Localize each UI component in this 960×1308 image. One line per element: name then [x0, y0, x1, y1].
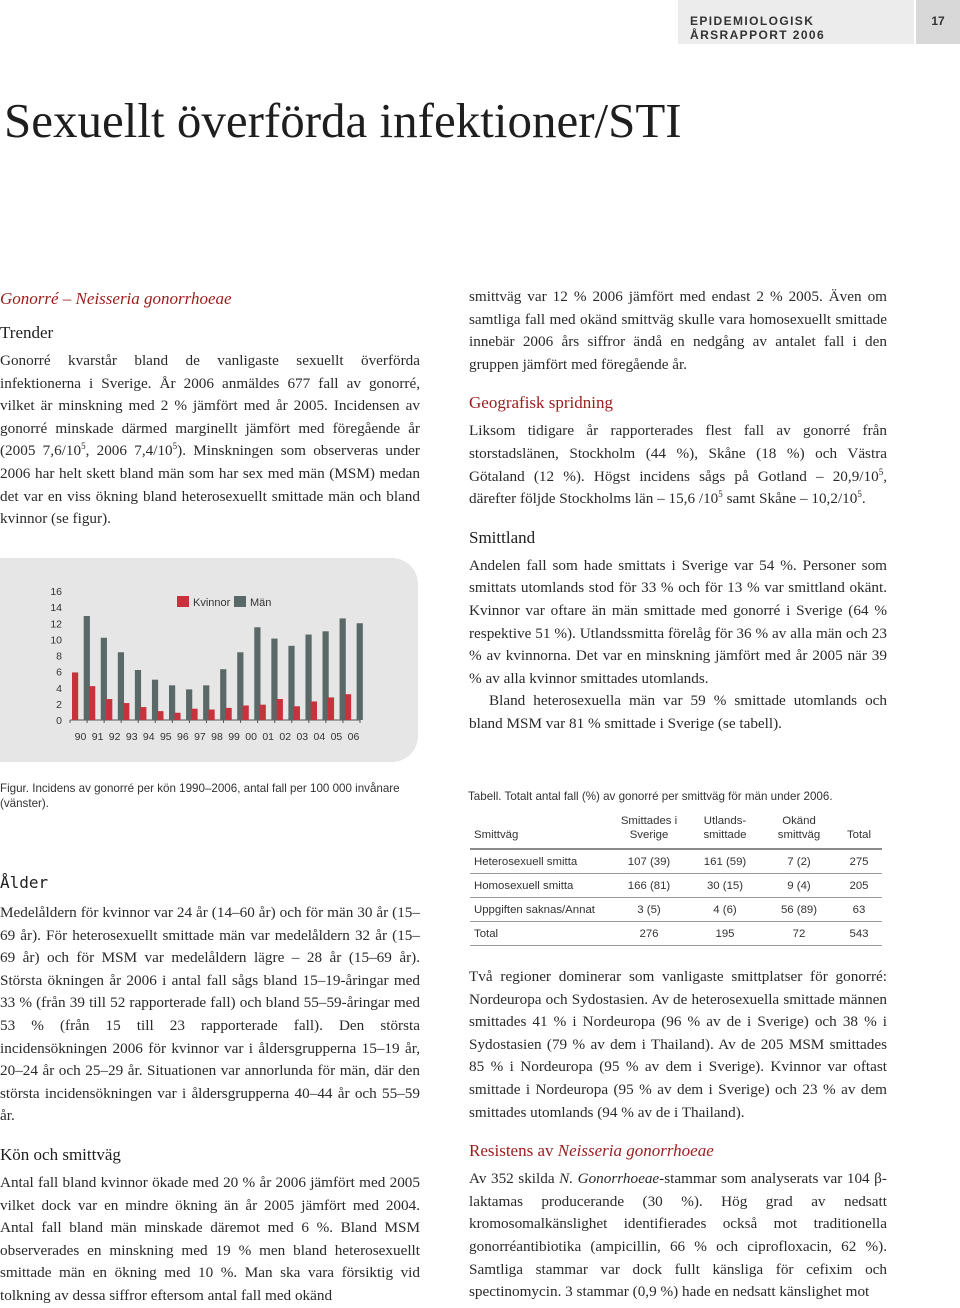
bar-kvinnor — [106, 699, 112, 720]
left-column-bottom — [0, 872, 420, 1308]
smittland-paragraph-1: Andelen fall som hade smittats i Sverige var 54 %. Personer som smittats utomlands stod för 33 % och för 13 % var smittland okänt. Kvinnor var oftare än män smittade med gonorré i Sverige (64 % respektive 51 %). Utlandssmitta förelåg för 36 % av alla män och 23 % av kvinnorna. Det var en minskning jämfört med år 2005 när 39 % av alla kvinnor smittades utomlands. — [469, 556, 887, 687]
x-tick-label: 90 — [74, 731, 87, 743]
bar-kvinnor — [140, 707, 146, 720]
table-row — [470, 874, 882, 898]
left-column-top — [0, 288, 420, 531]
bar-man — [135, 670, 141, 720]
bar-kvinnor — [243, 705, 249, 720]
y-tick-label: 16 — [50, 586, 62, 598]
table-cell: 9 (4) — [762, 874, 836, 898]
bar-kvinnor — [89, 686, 95, 720]
bar-kvinnor — [294, 706, 300, 720]
table-cell: 3 (5) — [610, 898, 688, 922]
bar-man — [101, 638, 107, 720]
table-cell: 63 — [836, 898, 882, 922]
x-tick-label: 01 — [262, 731, 275, 743]
x-tick-label: 94 — [142, 731, 155, 743]
x-tick-label: 92 — [108, 731, 121, 743]
bar-man — [186, 689, 192, 720]
bar-man — [152, 680, 158, 720]
y-tick-label: 14 — [50, 602, 62, 615]
x-tick-label: 91 — [91, 731, 104, 743]
x-tick-label: 99 — [228, 731, 240, 743]
x-tick-label: 98 — [211, 731, 223, 743]
bar-kvinnor — [345, 694, 351, 720]
y-tick-label: 8 — [56, 650, 62, 663]
x-tick-label: 06 — [347, 731, 360, 743]
x-tick-label: 02 — [279, 731, 292, 743]
bar-kvinnor — [260, 705, 266, 720]
bar-kvinnor — [226, 708, 232, 720]
bar-man — [271, 639, 277, 720]
table-cell: 276 — [610, 922, 688, 946]
table-header-row — [470, 812, 882, 849]
right-column-bottom — [469, 966, 887, 1304]
bar-man — [237, 652, 243, 720]
x-tick-label: 97 — [194, 731, 206, 743]
x-tick-label: 03 — [296, 731, 309, 743]
x-tick-label: 96 — [177, 731, 189, 743]
resistens-heading: Resistens av Neisseria gonorrhoeae — [469, 1141, 714, 1161]
legend-label-man: Män — [250, 597, 272, 609]
bar-man — [323, 631, 329, 720]
smittland-heading: Smittland — [469, 527, 536, 547]
legend-label-kvinnor: Kvinnor — [193, 597, 231, 609]
trender-paragraph: Gonorré kvarstår bland de vanligaste sexuellt överförda infektionerna i Sverige. År 2006 anmäldes 677 fall av gonorré, vilket är minskning med 2 % jämfört med år 2005. Incidensen av gonorré minskade därmed marginellt jämfört med föregående år (2005 $7,6/10^5$, 2006 $7,4/10^5$). Minskningen som observeras under 2006 har helt skett bland män som har sex med män (MSM) medan det var en viss ökning bland heterosexuellt smittade män och bland kvinnor (se figur). — [0, 352, 420, 528]
table-row — [470, 849, 882, 874]
table-cell: 275 — [836, 849, 882, 874]
table-cell: Heterosexuell smitta — [470, 849, 610, 874]
y-tick-label: 2 — [56, 698, 62, 711]
report-label: EPIDEMIOLOGISK ÅRSRAPPORT 2006 — [690, 14, 826, 42]
alder-paragraph: Medelåldern för kvinnor var 24 år (14–60 år) och för män 30 år (15–69 år). För heterosexuellt smittade män var medelåldern 32 år (15–69 år) och för MSM var medelåldern lägre – 28 år (15–69 år). Största ökningen år 2006 i antal fall sågs bland 15–19-åringar med 33 % (från 39 till 52 rapporterade fall) och bland 55–59-åringar med 53 % (från 15 till 23 rapporterade fall). Den största incidensökningen 2006 för kvinnor var i åldersgrupperna 15–19 år, 20–24 år och 25–29 år. Situationen var annorlunda för män, där den största incidensökningen var i åldersgrupperna 40–44 år och 55–59 år. — [0, 904, 420, 1125]
regioner-paragraph: Två regioner dominerar som vanligaste smittplatser för gonorré: Nordeuropa och Sydostasien. Av de heterosexuella smittade männen smittades 41 % i Nordeuropa (96 % av de i Sverige) och 38 % i Sydostasien (79 % av dem i Thailand). Av de 205 MSM smittades 85 % i Nordeuropa (95 % av dem i Sverige). Kvinnor var oftast smittade i Nordeuropa (95 % av dem i Sverige) och 23 % av dem smittades utomlands (94 % av de i Thailand). — [469, 968, 887, 1121]
section-title: Gonorré – Neisseria gonorrhoeae — [0, 289, 232, 308]
resistens-paragraph: Av 352 skilda N. Gonorrhoeae-stammar som analyserats var 104 β-laktamas producerande (30 %). Hög grad av nedsatt kromosomalkänslighet identifierades också mot traditionella gonorréantibiotika (ampicillin, 66 % och ciprofloxacin, 62 %). Samtliga stammar var dock fullt känsliga för cefixim och spectinomycin. 3 stammar (0,9 %) hade en nedsatt känslighet mot — [469, 1170, 887, 1301]
smittland-paragraph-2: Bland heterosexuella män var 59 % smittade utomlands och bland MSM var 81 % smittade i Sverige (se tabell). — [469, 692, 887, 732]
table-cell: 30 (15) — [688, 874, 762, 898]
legend-swatch-kvinnor — [177, 596, 189, 607]
legend-swatch-man — [234, 596, 246, 607]
table-row — [470, 922, 882, 946]
col-header-smittvag: Smittväg — [474, 829, 519, 841]
table-cell: 107 (39) — [610, 849, 688, 874]
alder-heading: Ålder — [0, 873, 49, 892]
page-title: Sexuellt överförda infektioner/STI — [4, 93, 682, 148]
trender-heading: Trender — [0, 323, 54, 342]
page-number: 17 — [931, 14, 945, 28]
table-caption: Tabell. Totalt antal fall (%) av gonorré per smittväg för män under 2006. — [468, 790, 833, 803]
y-tick-label: 12 — [50, 618, 62, 631]
bar-man — [340, 618, 346, 720]
geo-paragraph: Liksom tidigare år rapporterades flest fall av gonorré från storstadslänen, Stockholm (44 %), Skåne (18 %) och Västra Götaland (12 %). Högst incidens sågs på Gotland – $20,9/10^5$, därefter följde Stockholms län – 15,6 $/10^5$ samt Skåne – $10,2/10^5$. — [469, 422, 887, 508]
bar-man — [254, 627, 260, 720]
table-cell: Homosexuell smitta — [470, 874, 610, 898]
table-cell: 56 (89) — [762, 898, 836, 922]
col-header-okand: Okänd smittväg — [777, 815, 821, 841]
bar-kvinnor — [191, 709, 197, 720]
x-tick-label: 00 — [245, 731, 257, 743]
kon-paragraph: Antal fall bland kvinnor ökade med 20 % år 2006 jämfört med 2005 vilket dock var en mindre ökning än år 2005 jämfört med 2004. Antal fall bland män minskade däremot med 6 %. Bland MSM observerades en minskning med 19 % men bland heterosexuellt smittade män en ökning med 10 %. Man ska vara försiktig vid tolkning av dessa siffror eftersom antal fall med okänd — [0, 1173, 420, 1304]
y-tick-label: 4 — [56, 682, 62, 695]
bar-man — [288, 646, 294, 720]
bar-man — [203, 685, 209, 720]
table-cell: 7 (2) — [762, 849, 836, 874]
smittvag-table — [470, 812, 882, 946]
table-cell: 4 (6) — [688, 898, 762, 922]
x-tick-label: 04 — [313, 731, 326, 743]
bar-man — [169, 685, 175, 720]
incidence-bar-chart — [0, 558, 420, 762]
table-cell: 161 (59) — [688, 849, 762, 874]
col-header-sverige: Smittades i Sverige — [620, 815, 678, 841]
table-row — [470, 898, 882, 922]
bar-kvinnor — [311, 701, 317, 720]
bar-man — [84, 616, 90, 720]
bar-man — [118, 652, 124, 720]
bar-kvinnor — [328, 697, 334, 720]
bar-kvinnor — [208, 710, 214, 720]
smittvag-paragraph: smittväg var 12 % 2006 jämfört med endast 2 % 2005. Även om samtliga fall med okänd smittväg skulle vara homosexuellt smittade innebär 2006 års siffror ändå en nedgång av antalet fall i den gruppen jämfört med föregående år. — [469, 288, 887, 373]
bar-man — [357, 623, 363, 720]
y-tick-label: 0 — [56, 715, 62, 727]
table-cell: 166 (81) — [610, 874, 688, 898]
table-cell: 205 — [836, 874, 882, 898]
table-cell: 72 — [762, 922, 836, 946]
figure-caption: Figur. Incidens av gonorré per kön 1990–2006, antal fall per 100 000 invånare (vänster). — [0, 782, 400, 810]
geo-heading: Geografisk spridning — [469, 393, 614, 413]
table-cell: Uppgiften saknas/Annat — [470, 898, 610, 922]
bar-kvinnor — [174, 713, 180, 720]
bar-man — [220, 669, 226, 720]
y-tick-label: 6 — [56, 666, 62, 679]
bar-kvinnor — [123, 703, 129, 720]
bar-kvinnor — [72, 672, 78, 720]
bar-kvinnor — [277, 699, 283, 720]
right-column-top — [469, 286, 887, 736]
table-cell: Total — [470, 922, 610, 946]
y-tick-label: 10 — [50, 634, 62, 647]
x-tick-label: 93 — [125, 731, 138, 743]
bar-kvinnor — [157, 711, 163, 720]
x-tick-label: 95 — [159, 731, 172, 743]
col-header-utlands: Utlands-smittade — [703, 815, 747, 841]
table-cell: 543 — [836, 922, 882, 946]
x-tick-label: 05 — [330, 731, 343, 743]
col-header-total: Total — [846, 829, 872, 841]
bar-man — [305, 635, 311, 720]
kon-heading: Kön och smittväg — [0, 1144, 121, 1164]
table-cell: 195 — [688, 922, 762, 946]
